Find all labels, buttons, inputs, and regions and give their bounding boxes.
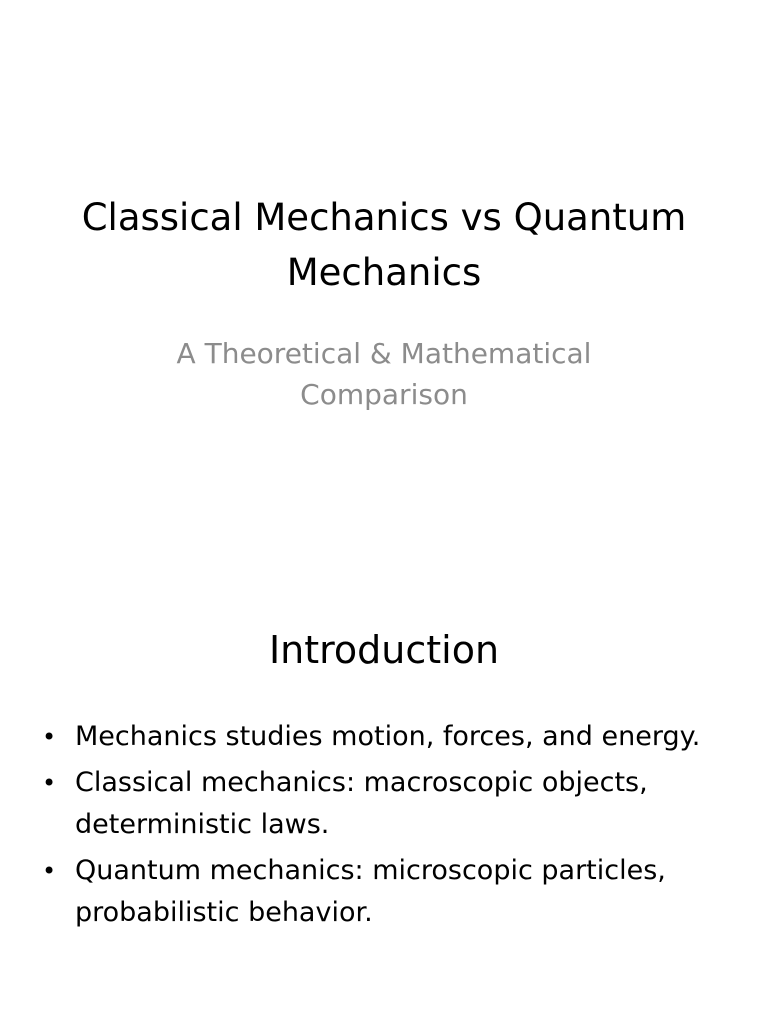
bullet-item — [42, 850, 742, 934]
slide-subtitle: A Theoretical & Mathematical Comparison — [176, 337, 592, 411]
bullet-text: Mechanics studies motion, forces, and energy. — [75, 721, 701, 752]
bullet-icon: • — [42, 769, 57, 797]
slide-title: Classical Mechanics vs Quantum Mechanics — [81, 196, 687, 294]
bullet-list — [42, 716, 742, 938]
section-title: Introduction — [268, 628, 500, 672]
bullet-text: Classical mechanics: macroscopic objects, deterministic laws. — [75, 767, 648, 840]
bullet-icon: • — [42, 723, 57, 751]
bullet-text: Quantum mechanics: microscopic particles, probabilistic behavior. — [75, 855, 666, 928]
bullet-item — [42, 716, 742, 758]
bullet-icon: • — [42, 857, 57, 885]
introduction-slide — [0, 576, 768, 1024]
bullet-item — [42, 762, 742, 846]
